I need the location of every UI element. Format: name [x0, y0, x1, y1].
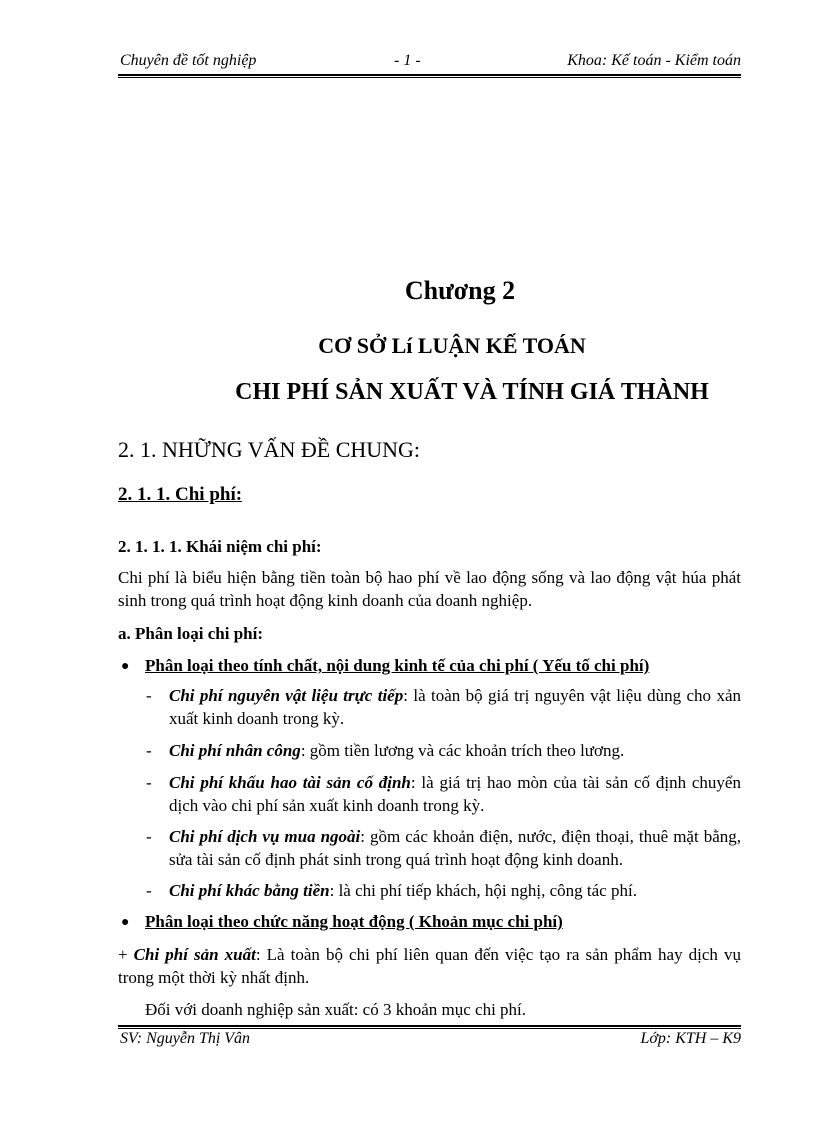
dash-icon: - [146, 881, 152, 900]
dash-icon: - [146, 741, 152, 760]
item-text: : là giá trị hao mòn của tài sản cố định chuyển dịch vào chi phí sản xuất kinh doanh trong kỳ. [169, 773, 741, 815]
header-right: Khoa: Kế toán - Kiểm toán [567, 52, 741, 69]
item-term: Chi phí khác bằng tiền [169, 881, 330, 900]
production-term: Chi phí sản xuất [133, 945, 256, 964]
footer-left: SV: Nguyễn Thị Vân [120, 1030, 251, 1047]
page-number: - 1 - [394, 52, 421, 69]
production-cost-paragraph [118, 943, 741, 989]
bullet-2-heading: Phân loại theo chức năng hoạt động ( Khoản mục chi phí) [145, 912, 563, 931]
subsection-heading: 2. 1. 1. Chi phí: [118, 484, 243, 505]
page-footer [118, 1030, 741, 1052]
dash-icon: - [146, 827, 152, 846]
definition-paragraph: Chi phí là biểu hiện bằng tiền toàn bộ hao phí về lao động sống và lao động vật húa phát sinh trong quá trình hoạt động kinh doanh của doanh nghiệp. [118, 568, 741, 610]
section-heading: 2. 1. NHỮNG VẤN ĐỀ CHUNG: [118, 437, 421, 462]
header-left: Chuyên đề tốt nghiệp [120, 52, 257, 69]
item-term: Chi phí dịch vụ mua ngoài [169, 827, 361, 846]
chapter-title-1: CƠ SỞ Lí LUẬN KẾ TOÁN [318, 333, 586, 358]
item-text: : là toàn bộ giá trị nguyên vật liệu dùng cho xản xuất kinh doanh trong kỳ. [169, 686, 741, 728]
footer-right: Lớp: KTH – K9 [640, 1030, 741, 1047]
footer-rule [118, 1025, 741, 1029]
bullet-1-heading: Phân loại theo tính chất, nội dung kinh tế của chi phí ( Yếu tố chi phí) [145, 656, 650, 675]
bullet-icon: ● [121, 915, 130, 930]
bullet-icon: ● [121, 659, 130, 674]
production-text: : Là toàn bộ chi phí liên quan đến việc tạo ra sản phẩm hay dịch vụ trong một thời kỳ nhất định. [118, 945, 741, 987]
last-line: Đối với doanh nghiệp sản xuất: có 3 khoản mục chi phí. [145, 1000, 527, 1019]
header-rule [118, 74, 741, 78]
chapter-title-2: CHI PHÍ SẢN XUẤT VÀ TÍNH GIÁ THÀNH [235, 379, 709, 405]
item-text: : là chi phí tiếp khách, hội nghị, công tác phí. [329, 881, 637, 900]
item-text: : gồm tiền lương và các khoản trích theo lương. [300, 741, 625, 760]
dash-icon: - [146, 686, 152, 705]
classification-heading: a. Phân loại chi phí: [118, 624, 264, 643]
page-header [118, 52, 741, 76]
item-term: Chi phí khấu hao tài sản cố định [169, 773, 411, 792]
item-text: : gồm các khoản điện, nước, điện thoại, thuê mặt bằng, sửa tài sản cố định phát sinh trong quá trình hoạt động kinh doanh. [169, 827, 741, 869]
dash-icon: - [146, 773, 152, 792]
item-term: Chi phí nhân công [169, 741, 301, 760]
item-term: Chi phí nguyên vật liệu trực tiếp [169, 686, 404, 705]
chapter-number: Chương 2 [404, 276, 516, 305]
subsubsection-heading: 2. 1. 1. 1. Khái niệm chi phí: [118, 537, 322, 556]
plus-prefix: + [118, 945, 134, 964]
